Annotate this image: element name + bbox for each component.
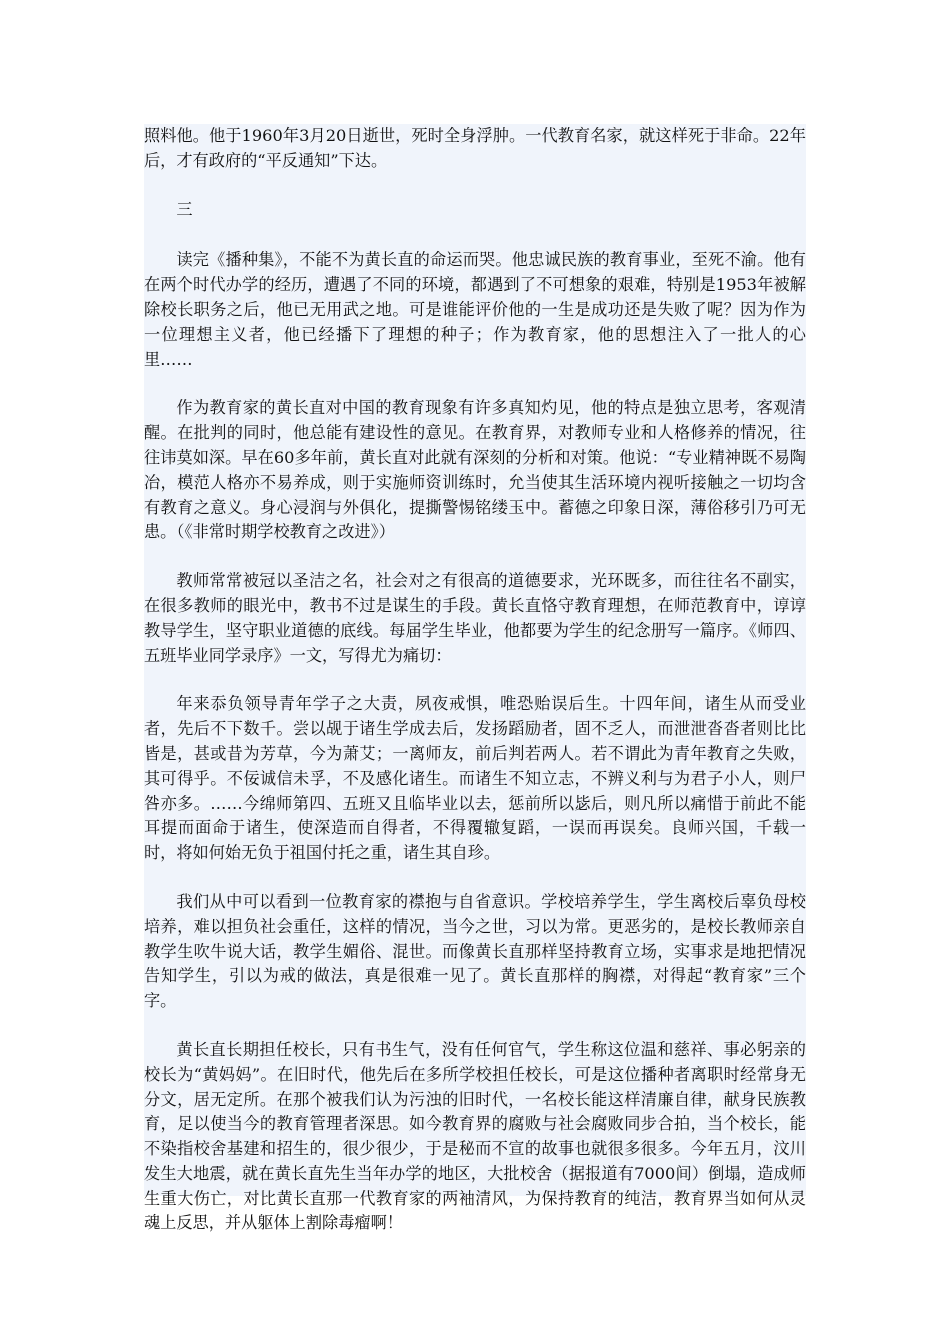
- paragraph-after-reading: 读完《播种集》，不能不为黄长直的命运而哭。他忠诚民族的教育事业，至死不渝。他有在两个时代办学的经历，遭遇了不同的环境，都遇到了不可想象的艰难，特别是1953年被解除校长职务之后，他已无用武之地。可是谁能评价他的一生是成功还是失败了呢？因为作为一位理想主义者，他已经播下了理想的种子；作为教育家，他的思想注入了一批人的心里……: [144, 250, 806, 369]
- section-heading-three: 三: [176, 199, 193, 219]
- paragraph-graduation-preface-quote: 年来忝负领导青年学子之大责，夙夜戒惧，唯恐贻误后生。十四年间，诸生从而受业者，先后不下数千。尝以觇于诸生学成去后，发扬蹈励者，固不乏人，而泄泄沓沓者则比比皆是，甚或昔为芳草，今为萧艾；一离师友，前后判若两人。若不谓此为青年教育之失败，其可得乎。不佞诚信未孚，不及感化诸生。而诸生不知立志，不辨义利与为君子小人，则尸咎亦多。……今绵师第四、五班又且临毕业以去，惩前所以毖后，则凡所以痛惜于前此不能耳提而面命于诸生，使深造而自得者，不得覆辙复蹈，一误而再误矣。良师兴国，千载一时，将如何始无负于祖国付托之重，诸生其自珍。: [144, 694, 806, 863]
- paragraph-closing-section-two: 照料他。他于1960年3月20日逝世，死时全身浮肿。一代教育名家，就这样死于非命。22年后，才有政府的“平反通知”下达。: [144, 126, 806, 170]
- paragraph-teacher-ethics: 教师常常被冠以圣洁之名，社会对之有很高的道德要求，光环既多，而往往名不副实，在很多教师的眼光中，教书不过是谋生的手段。黄长直恪守教育理想，在师范教育中，谆谆教导学生，坚守职业道德的底线。每届学生毕业，他都要为学生的纪念册写一篇序。《师四、五班毕业同学录序》一文，写得尤为痛切：: [144, 571, 806, 665]
- paragraph-self-reflection: 我们从中可以看到一位教育家的襟抱与自省意识。学校培养学生，学生离校后辜负母校培养，难以担负社会重任，这样的情况，当今之世，习以为常。更恶劣的，是校长教师亲自教学生吹牛说大话，教学生媚俗、混世。而像黄长直那样坚持教育立场，实事求是地把情况告知学生，引以为戒的做法，真是很难一见了。黄长直那样的胸襟，对得起“教育家”三个字。: [144, 891, 806, 1011]
- article-body: [144, 124, 806, 1260]
- paragraph-insights: 作为教育家的黄长直对中国的教育现象有许多真知灼见，他的特点是独立思考，客观清醒。在批判的同时，他总能有建设性的意见。在教育界，对教师专业和人格修养的情况，往往讳莫如深。早在60多年前，黄长直对此就有深刻的分析和对策。他说：“专业精神既不易陶冶，模范人格亦不易养成，则于实施师资训练时，允当使其生活环境内视听接触之一切均含有教育之意义。身心浸润与外俱化，提撕警惕铭缕玉中。蓄德之印象日深，薄俗移引乃可无患。（《非常时期学校教育之改进》）: [144, 398, 806, 542]
- paragraph-integrity: 黄长直长期担任校长，只有书生气，没有任何官气，学生称这位温和慈祥、事必躬亲的校长为“黄妈妈”。在旧时代，他先后在多所学校担任校长，可是这位播种者离职时经常身无分文，居无定所。在那个被我们认为污浊的旧时代，一名校长能这样清廉自律，献身民族教育，足以使当今的教育管理者深思。如今教育界的腐败与社会腐败同步合拍，当个校长，能不染指校舍基建和招生的，很少很少，于是秘而不宣的故事也就很多很多。今年五月，汶川发生大地震，就在黄长直先生当年办学的地区，大批校舍（据报道有7000间）倒塌，造成师生重大伤亡，对比黄长直那一代教育家的两袖清风，为保持教育的纯洁，教育界当如何从灵魂上反思，并从躯体上割除毒瘤啊！: [144, 1039, 806, 1233]
